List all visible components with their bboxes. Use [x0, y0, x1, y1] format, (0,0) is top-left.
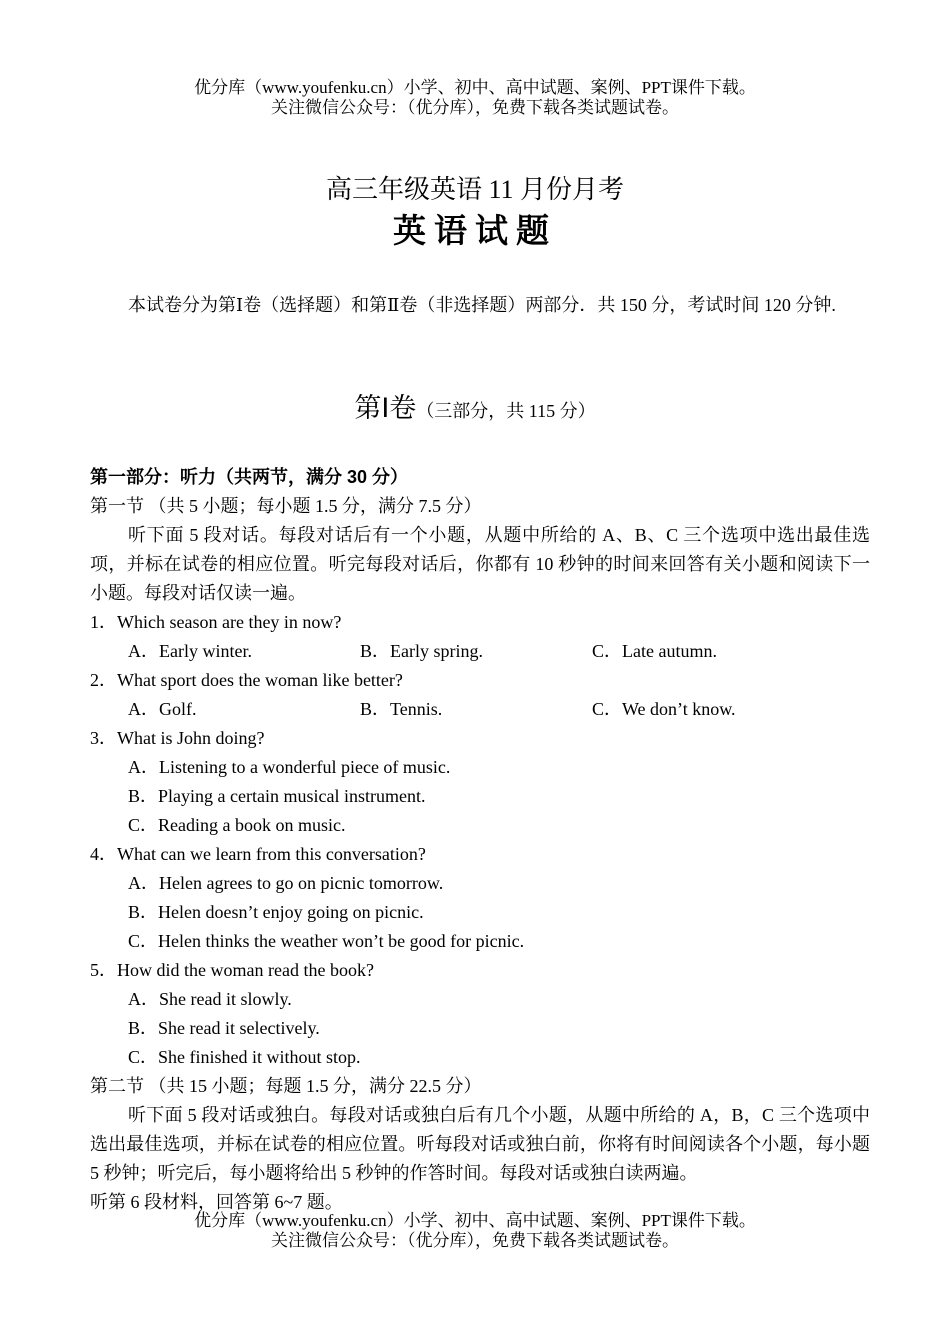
volume-sub: （三部分，共 115 分） [416, 401, 596, 421]
question-2-option-a: A．Golf. [128, 699, 197, 719]
exam-content [90, 463, 870, 1217]
question-2-stem: 2．What sport does the woman like better? [90, 670, 403, 690]
volume-main: 第Ⅰ卷 [354, 393, 417, 423]
section2-instructions: 听下面 5 段对话或独白。每段对话或独白后有几个小题，从题中所给的 A，B，C 三个选项中选出最佳选项，并标在试卷的相应位置。听每段对话或独白前，你将有时间阅读各个小题，每小题 5 秒钟；听完后，每小题将给出 5 秒钟的作答时间。每段对话或独白读两遍。 [90, 1105, 870, 1183]
question-5-option-a: A．She read it slowly. [128, 989, 292, 1009]
watermark-bottom [0, 1211, 950, 1251]
question-5-option-c: C．She finished it without stop. [128, 1047, 361, 1067]
question-3-option-b: B．Playing a certain musical instrument. [128, 786, 426, 806]
question-1-options [90, 637, 870, 666]
exam-subtitle: 高三年级英语 11 月份月考 [325, 175, 625, 204]
watermark-line-2: 关注微信公众号：（优分库），免费下载各类试题试卷。 [271, 1231, 679, 1250]
question-4-option-b: B．Helen doesn’t enjoy going on picnic. [128, 902, 424, 922]
question-4-stem: 4．What can we learn from this conversation? [90, 844, 426, 864]
section2-heading: 第二节 （共 15 小题；每题 1.5 分，满分 22.5 分） [90, 1076, 482, 1096]
watermark-top [0, 78, 950, 118]
question-2-option-c: C．We don’t know. [592, 699, 736, 719]
question-1-option-a: A．Early winter. [128, 641, 252, 661]
section2-note: 听第 6 段材料，回答第 6~7 题。 [90, 1192, 343, 1212]
question-3-option-c: C．Reading a book on music. [128, 815, 346, 835]
watermark-line-1: 优分库（www.youfenku.cn）小学、初中、高中试题、案例、PPT课件下载。 [194, 78, 756, 97]
question-4-option-c: C．Helen thinks the weather won’t be good for picnic. [128, 931, 525, 951]
question-1-option-c: C．Late autumn. [592, 641, 717, 661]
question-5-stem: 5．How did the woman read the book? [90, 960, 374, 980]
question-3-stem: 3．What is John doing? [90, 728, 265, 748]
exam-title: 英语试题 [393, 214, 557, 250]
question-5-option-b: B．She read it selectively. [128, 1018, 320, 1038]
section1-instructions: 听下面 5 段对话。每段对话后有一个小题，从题中所给的 A、B、C 三个选项中选出最佳选项，并标在试卷的相应位置。听完每段对话后，你都有 10 秒钟的时间来回答有关小题和阅读下一小题。每段对话仅读一遍。 [90, 525, 870, 603]
question-2-options [90, 695, 870, 724]
volume-heading [0, 391, 950, 428]
exam-intro: 本试卷分为第Ⅰ卷（选择题）和第Ⅱ卷（非选择题）两部分．共 150 分，考试时间 120 分钟. [128, 295, 836, 315]
watermark-line-1: 优分库（www.youfenku.cn）小学、初中、高中试题、案例、PPT课件下载。 [194, 1211, 756, 1230]
part1-heading: 第一部分：听力（共两节，满分 30 分） [90, 467, 409, 487]
question-3-option-a: A．Listening to a wonderful piece of music. [128, 757, 451, 777]
question-1-stem: 1．Which season are they in now? [90, 612, 342, 632]
question-4-option-a: A．Helen agrees to go on picnic tomorrow. [128, 873, 444, 893]
watermark-line-2: 关注微信公众号：（优分库），免费下载各类试题试卷。 [271, 98, 679, 117]
question-1-option-b: B．Early spring. [360, 641, 483, 661]
section1-heading: 第一节 （共 5 小题；每小题 1.5 分，满分 7.5 分） [90, 496, 482, 516]
question-2-option-b: B．Tennis. [360, 699, 443, 719]
